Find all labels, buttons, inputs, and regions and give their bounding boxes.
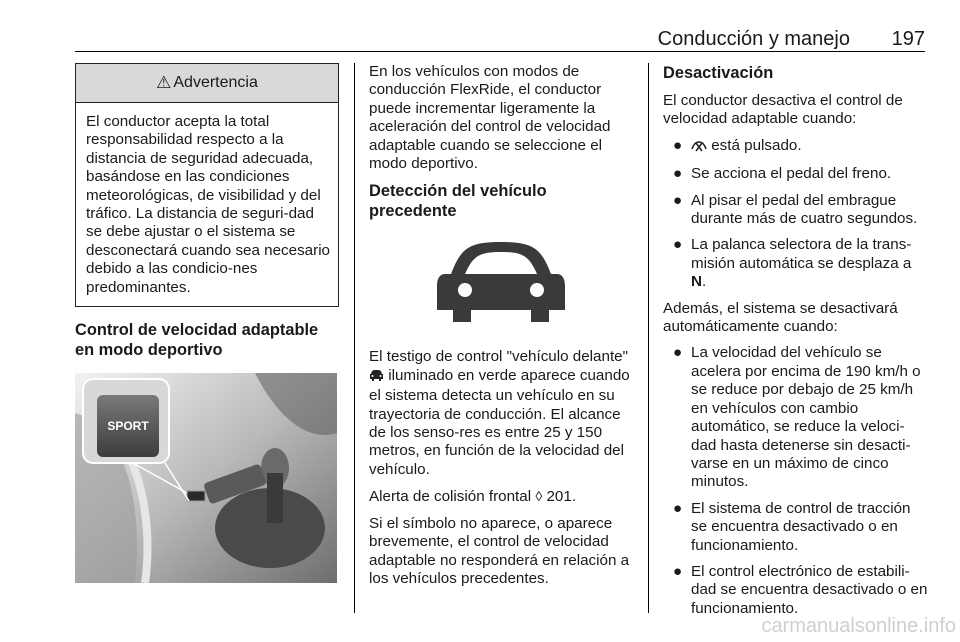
indicator-paragraph bbox=[369, 348, 635, 479]
section-heading-sport: Control de velocidad adaptable en modo deportivo bbox=[75, 321, 319, 360]
column-2 bbox=[369, 63, 635, 596]
collision-alert-page-ref[interactable]: 201. bbox=[546, 488, 577, 506]
section-heading-detection: Detección del vehículo precedente bbox=[369, 182, 547, 221]
warning-triangle-icon: ⚠ bbox=[156, 72, 172, 92]
column-3 bbox=[663, 63, 929, 626]
list-item: ● El sistema de control de tracción se encuentra desactivado o en funcionamiento. bbox=[673, 499, 911, 554]
indicator-text-b: iluminado en verde aparece cuando el sistema detecta un vehículo en su trayectoria de conducción. El alcance de los senso-res es entre 25 y 150 metros, en función de la velocidad del vehículo. bbox=[369, 366, 630, 478]
vehicle-ahead-illustration bbox=[369, 230, 633, 330]
chapter-title: Conducción y manejo bbox=[657, 28, 850, 50]
page-header bbox=[75, 22, 925, 52]
list-item: ● La palanca selectora de la trans-misión automática se desplaza a N. bbox=[673, 236, 912, 291]
section-heading-deactivation: Desactivación bbox=[663, 64, 774, 82]
vehicle-ahead-icon bbox=[369, 369, 384, 387]
list-item: ● Se acciona el pedal del freno. bbox=[673, 165, 892, 183]
auto-deactivation-intro: Además, el sistema se desactivará automáticamente cuando: bbox=[663, 299, 898, 336]
sport-button-label: SPORT bbox=[107, 419, 149, 434]
warning-box bbox=[75, 63, 339, 307]
list-item: ● El control electrónico de estabili-dad se encuentra desactivado o en funcionamiento. bbox=[673, 562, 928, 617]
collision-alert-text: Alerta de colisión frontal bbox=[369, 488, 532, 506]
sport-button-photo bbox=[75, 373, 337, 583]
warning-text: El conductor acepta la total responsabilidad respecto a la distancia de seguridad adecuada, basándose en las condiciones meteorológicas, de visibilidad y del tráfico. La distancia de seguri-dad se debe ajustar o el sistema se desconectará cuando sea necesario debido a las condicio-nes predominantes. bbox=[86, 113, 331, 296]
watermark: carmanualsonline.info bbox=[761, 615, 956, 637]
column-divider-1 bbox=[354, 63, 355, 613]
indicator-text-a: El testigo de control "vehículo delante" bbox=[369, 348, 629, 366]
warning-header bbox=[76, 64, 338, 103]
auto-deactivation-list bbox=[663, 344, 929, 618]
list-item: ● La velocidad del vehículo se acelera por encima de 190 km/h o se reduce por debajo de 25 km/h en vehículos con cambio automático, se reduce la veloci-dad hasta detenerse sin desacti-varse en un máximo de cinco minutos. bbox=[673, 344, 921, 491]
list-item: ● está pulsado. bbox=[663, 137, 929, 157]
driver-deactivation-list bbox=[663, 137, 929, 292]
deactivation-intro: El conductor desactiva el control de velocidad adaptable cuando: bbox=[663, 92, 903, 128]
flexride-paragraph: En los vehículos con modos de conducción FlexRide, el conductor puede incrementar ligeramente la aceleración del control de velocidad adaptable cuando se seleccione el modo deportivo. bbox=[369, 63, 611, 173]
column-divider-2 bbox=[648, 63, 649, 613]
header-rule bbox=[75, 51, 925, 52]
no-symbol-paragraph: Si el símbolo no aparece, o aparece brevemente, el control de velocidad adaptable no responderá en relación a los vehículos precedentes. bbox=[369, 514, 630, 587]
cruise-cancel-icon bbox=[691, 139, 707, 157]
xref-arrow-icon: ◊ bbox=[535, 488, 543, 505]
column-1 bbox=[75, 63, 341, 583]
page-number: 197 bbox=[891, 28, 925, 50]
collision-alert-paragraph bbox=[369, 487, 635, 506]
list-item: ● Al pisar el pedal del embrague durante más de cuatro segundos. bbox=[673, 191, 918, 228]
warning-title: Advertencia bbox=[173, 73, 258, 91]
